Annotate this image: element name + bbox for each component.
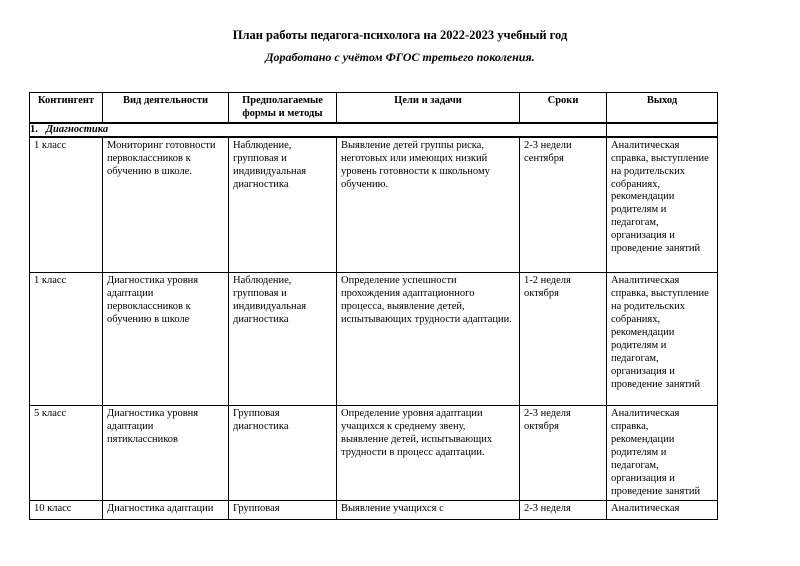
header-goals: Цели и задачи — [337, 93, 520, 123]
table-row — [30, 137, 718, 273]
page-title: План работы педагога-психолога на 2022-2023 учебный год — [232, 28, 568, 42]
header-forms: Предполагаемые формы и методы — [229, 93, 337, 123]
cell-output: Аналитическая справка, рекомендации родителям и педагогам, организация и проведение занятий — [607, 406, 718, 500]
cell-forms: Наблюдение, групповая и индивидуальная диагностика — [229, 137, 337, 273]
table-body — [30, 137, 718, 519]
cell-goals: Выявление учащихся с — [337, 500, 520, 519]
cell-contingent: 5 класс — [30, 406, 103, 500]
cell-forms: Групповая — [229, 500, 337, 519]
cell-forms: Наблюдение, групповая и индивидуальная диагностика — [229, 273, 337, 406]
cell-activity: Диагностика уровня адаптации первоклассников к обучению в школе — [103, 273, 229, 406]
page-subtitle: Доработано с учётом ФГОС третьего поколения. — [265, 50, 535, 64]
cell-activity: Диагностика адаптации — [103, 500, 229, 519]
cell-output: Аналитическая справка, выступление на родительских собраниях, рекомендации родителям и педагогам, организация и проведение занятий — [607, 137, 718, 273]
cell-terms: 1-2 неделя октября — [520, 273, 607, 406]
table-row — [30, 406, 718, 500]
cell-goals: Определение уровня адаптации учащихся к среднему звену, выявление детей, испытывающих трудности в процесс адаптации. — [337, 406, 520, 500]
section-title: Диагностика — [45, 123, 109, 135]
cell-terms: 2-3 недели сентября — [520, 137, 607, 273]
section-heading-cell — [30, 123, 607, 137]
section-body — [30, 123, 718, 137]
header-contingent: Контингент — [30, 93, 103, 123]
table-header — [30, 93, 718, 123]
cell-output: Аналитическая — [607, 500, 718, 519]
cell-terms: 2-3 неделя — [520, 500, 607, 519]
plan-table — [29, 92, 718, 520]
cell-contingent: 1 класс — [30, 137, 103, 273]
cell-goals: Выявление детей группы риска, неготовых или имеющих низкий уровень готовности к школьному обучению. — [337, 137, 520, 273]
header-terms: Сроки — [520, 93, 607, 123]
cell-output: Аналитическая справка, выступление на родительских собраниях, рекомендации родителям и педагогам, организация и проведение занятий — [607, 273, 718, 406]
section-output-cell — [607, 123, 718, 137]
cell-contingent: 1 класс — [30, 273, 103, 406]
header-output: Выход — [607, 93, 718, 123]
cell-activity: Мониторинг готовности первоклассников к обучению в школе. — [103, 137, 229, 273]
cell-activity: Диагностика уровня адаптации пятиклассников — [103, 406, 229, 500]
cell-contingent: 10 класс — [30, 500, 103, 519]
header-row — [30, 93, 718, 123]
table-row — [30, 500, 718, 519]
section-row — [30, 123, 718, 137]
cell-goals: Определение успешности прохождения адаптационного процесса, выявление детей, испытывающих трудности адаптации. — [337, 273, 520, 406]
table-row — [30, 273, 718, 406]
header-activity: Вид деятельности — [103, 93, 229, 123]
cell-forms: Групповая диагностика — [229, 406, 337, 500]
section-number: 1. — [30, 123, 38, 135]
cell-terms: 2-3 неделя октября — [520, 406, 607, 500]
